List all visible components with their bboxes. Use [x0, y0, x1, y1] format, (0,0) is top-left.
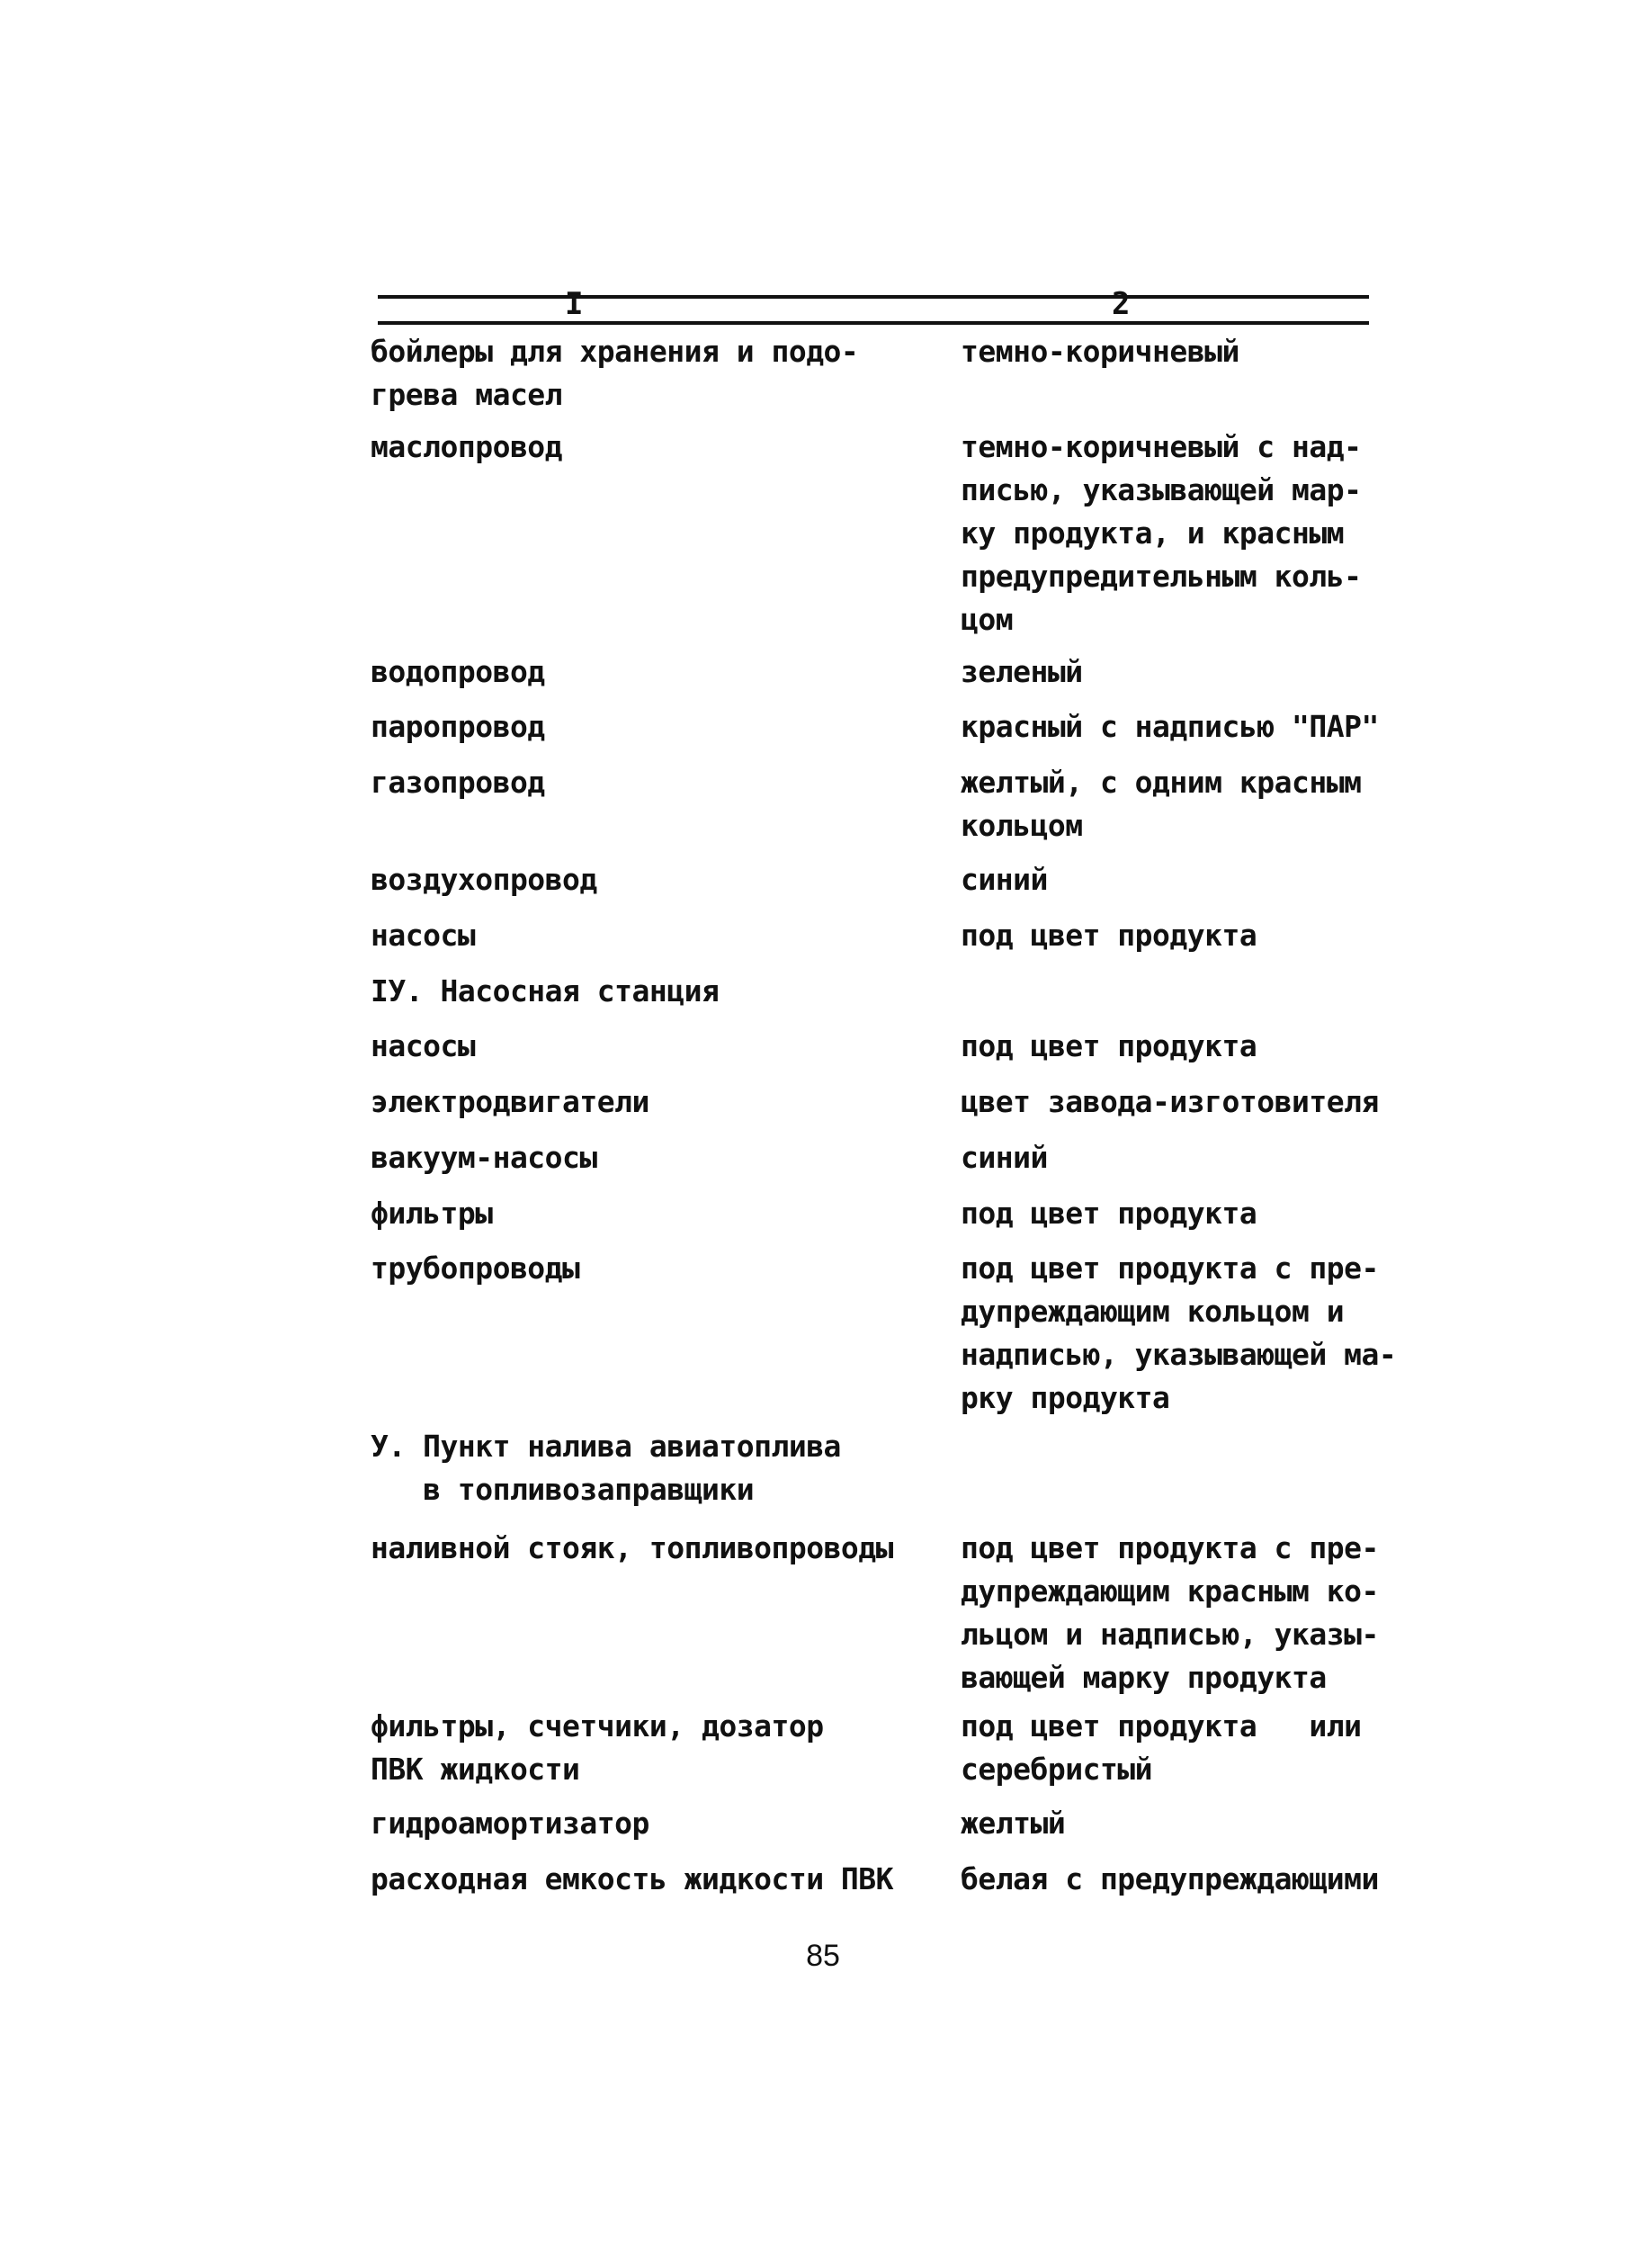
- table-top-rule: [378, 295, 1369, 299]
- row-left-cell: паропровод: [371, 709, 545, 744]
- table-header-rule: [378, 321, 1369, 325]
- row-left-cell: насосы: [371, 918, 476, 953]
- row-right-cell: зеленый: [961, 654, 1083, 689]
- row-right-cell: белая с предупреждающими: [961, 1861, 1379, 1896]
- row-left-cell: наливной стояк, топливопроводы: [371, 1530, 894, 1565]
- row-left-cell: воздухопровод: [371, 862, 597, 897]
- row-left-cell: бойлеры для хранения и подо- грева масел: [371, 334, 859, 412]
- row-right-cell: под цвет продукта с пре- дупреждающим красным ко- льцом и надписью, указы- вающей марку продукта: [961, 1530, 1379, 1695]
- row-right-cell: синий: [961, 1140, 1048, 1175]
- row-left-cell: расходная емкость жидкости ПВК: [371, 1861, 894, 1896]
- row-left-cell: маслопровод: [371, 429, 563, 464]
- row-right-cell: цвет завода-изготовителя: [961, 1084, 1379, 1119]
- row-right-cell: красный с надписью "ПАР": [961, 709, 1379, 744]
- row-left-cell: вакуум-насосы: [371, 1140, 597, 1175]
- row-left-cell: насосы: [371, 1028, 476, 1063]
- row-right-cell: под цвет продукта: [961, 918, 1257, 953]
- row-right-cell: желтый, с одним красным кольцом: [961, 765, 1362, 843]
- row-right-cell: желтый: [961, 1806, 1066, 1841]
- page-number: 85: [806, 1939, 840, 1973]
- section-heading: У. Пункт налива авиатоплива в топливозаправщики: [371, 1429, 841, 1507]
- column-2-header: 2: [1112, 286, 1131, 322]
- row-right-cell: под цвет продукта: [961, 1196, 1257, 1231]
- row-left-cell: фильтры, счетчики, дозатор ПВК жидкости: [371, 1708, 824, 1787]
- row-left-cell: фильтры: [371, 1196, 493, 1231]
- column-1-header: I: [565, 286, 584, 322]
- row-right-cell: под цвет продукта с пре- дупреждающим кольцом и надписью, указывающей ма- рку продукта: [961, 1251, 1397, 1415]
- row-right-cell: под цвет продукта или серебристый: [961, 1708, 1362, 1787]
- row-left-cell: водопровод: [371, 654, 545, 689]
- row-left-cell: гидроамортизатор: [371, 1806, 649, 1841]
- row-left-cell: трубопроводы: [371, 1251, 580, 1286]
- row-right-cell: темно-коричневый с над- писью, указывающей мар- ку продукта, и красным предупредительным коль- цом: [961, 429, 1362, 637]
- row-right-cell: под цвет продукта: [961, 1028, 1257, 1063]
- row-left-cell: электродвигатели: [371, 1084, 649, 1119]
- row-left-cell: газопровод: [371, 765, 545, 800]
- row-right-cell: синий: [961, 862, 1048, 897]
- row-right-cell: темно-коричневый: [961, 334, 1239, 369]
- section-heading: IУ. Насосная станция: [371, 973, 720, 1008]
